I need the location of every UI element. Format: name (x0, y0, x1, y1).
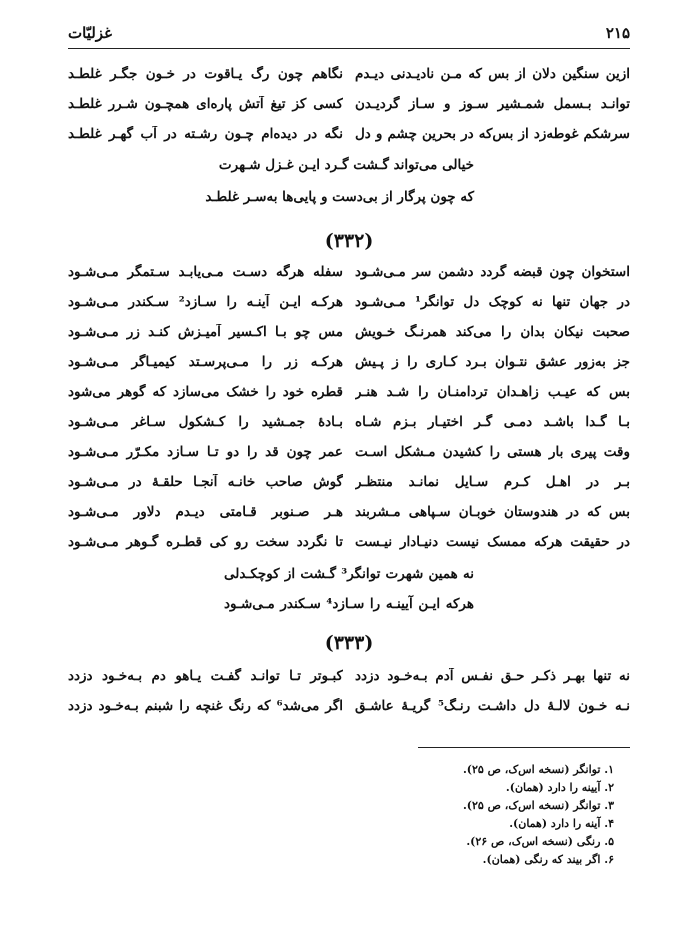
hemistich-second: نگاهم چون رگ یـاقوت در خـون جگـر غلطـد (68, 66, 343, 82)
couplet (68, 534, 630, 560)
footnote: ۱. توانگر (نسخه اس‌ک، ص ۲۵). (462, 763, 614, 776)
closing-hemistich: هرکه ایـن آیینـه را سـازد⁴ سـکندر مـی‌شـود (224, 596, 474, 612)
hemistich-first: وقت پیری بار هستی را کشیدن مـشکل اسـت (355, 444, 630, 460)
couplet (68, 668, 630, 694)
hemistich-second: عمر چون قد را دو تـا سـازد مکـرّر مـی‌شـود (68, 444, 343, 460)
couplet (68, 504, 630, 530)
hemistich-second: کسی کز تیغ آتش پاره‌ای همچـون شـرر غلطـد (68, 96, 343, 112)
couplet (68, 96, 630, 122)
footnote: ۳. توانگر (نسخه اس‌ک، ص ۲۵). (462, 799, 614, 812)
hemistich-first: بس که عیـب زاهـدان تردامنـان را شـد هنـر (355, 384, 630, 400)
hemistich-first: ازین سنگین دلان از بس که مـن نادیـدنی دیـدم (355, 66, 630, 82)
hemistich-second: بـادهٔ جمـشید را کـشکول سـاغر مـی‌شـود (68, 414, 343, 430)
hemistich-first: جز به‌زور عشق نتـوان بـرد کـاری را ز پـیش (355, 354, 630, 370)
footnote-rule (418, 747, 630, 748)
footnote: ۲. آیینه را دارد (همان). (505, 781, 614, 794)
couplet (68, 66, 630, 92)
hemistich-second: هرکـه زر را مـی‌پرسـتد کیمیـاگر مـی‌شـود (68, 354, 343, 370)
footnote: ۵. رنگی (نسخه اس‌ک، ص ۲۶). (466, 835, 614, 848)
closing-line (0, 596, 698, 612)
hemistich-first: بـر در اهـل کـرم سـایل نمانـد منتظـر (355, 474, 630, 490)
hemistich-first: صحبت نیکان بدان را می‌کند همرنـگ خـویش (355, 324, 630, 340)
couplet (68, 698, 630, 724)
footnote: ۴. آینه را دارد (همان). (509, 817, 614, 830)
couplet (68, 474, 630, 500)
hemistich-first: در جهان تنها نه کوچک دل توانگر¹ مـی‌شـود (355, 294, 630, 310)
footnote: ۶. اگر بیند که رنگی (همان). (482, 853, 614, 866)
hemistich-second: اگر می‌شد⁶ که رنگ غنچه را شبنم بـه‌خـود دزدد (68, 698, 343, 714)
hemistich-second: هـر صـنوبر قـامتی دیـدم دلاور مـی‌شـود (68, 504, 343, 520)
closing-line (0, 566, 698, 582)
couplet (68, 264, 630, 290)
couplet (68, 384, 630, 410)
running-title: غزلیّات (68, 24, 112, 42)
closing-line (0, 189, 698, 205)
hemistich-second: نگه در دیده‌ام چـون رشـته در آب گهـر غلطـد (68, 126, 343, 142)
hemistich-second: هرکـه ایـن آینـه را سـازد² سـکندر مـی‌شـود (68, 294, 343, 310)
hemistich-second: کبـوتر تـا توانـد گفـت یـاهو دم بـه‌خـود دزدد (68, 668, 343, 684)
hemistich-first: توانـد بـسمل شمـشیر سـوز و سـاز گردیـدن (355, 96, 630, 112)
closing-hemistich: که چون پرگار از بی‌دست و پایی‌ها به‌سـر غلطـد (205, 189, 474, 205)
couplet (68, 354, 630, 380)
page-number: ۲۱۵ (605, 24, 630, 42)
couplet (68, 294, 630, 320)
hemistich-second: سفله هرگه دسـت مـی‌یابـد سـتمگر مـی‌شـود (68, 264, 343, 280)
closing-hemistich: خیالی می‌تواند گـشت گـرد ایـن غـزل شـهرت (218, 157, 474, 173)
hemistich-second: مس چو بـا اکـسیر آمیـزش کنـد زر مـی‌شـود (68, 324, 343, 340)
closing-line (0, 157, 698, 173)
hemistich-first: نـه خـون لالـهٔ دل داشـت رنـگ⁵ گریـهٔ عاشـق (355, 698, 630, 714)
hemistich-second: گوش صاحب خانـه آنجـا حلقـهٔ در مـی‌شـود (68, 474, 343, 490)
ghazal-number: (۳۳۲) (324, 230, 374, 252)
hemistich-second: قطره خود را خشک می‌سازد که گوهر می‌شود (68, 384, 343, 400)
hemistich-first: استخوان چون قبضه گردد دشمن سر مـی‌شـود (355, 264, 630, 280)
couplet (68, 414, 630, 440)
couplet (68, 324, 630, 350)
hemistich-second: تا نگردد سخت رو کی قطـره گـوهر مـی‌شـود (68, 534, 343, 550)
hemistich-first: در حقیقت هرکه ممسک نیست دنیـادار نیـست (355, 534, 630, 550)
hemistich-first: بـا گـدا باشـد دمـی گـر اختیـار بـزم شـاه (355, 414, 630, 430)
closing-hemistich: نه همین شهرت توانگر³ گـشت از کوچکـدلی (224, 566, 474, 582)
page-header (68, 24, 630, 48)
hemistich-first: سرشکم غوطه‌زد از بس‌که در بحرین چشم و دل (355, 126, 630, 142)
couplet (68, 126, 630, 152)
couplet (68, 444, 630, 470)
ghazal-number: (۳۳۳) (324, 632, 374, 654)
hemistich-first: بس که در هندوستان خوبـان سـپاهی مـشربند (355, 504, 630, 520)
hemistich-first: نه تنها بهـر ذکـر حـق نفـس آدم بـه‌خـود دزدد (355, 668, 630, 684)
header-rule (68, 48, 630, 49)
